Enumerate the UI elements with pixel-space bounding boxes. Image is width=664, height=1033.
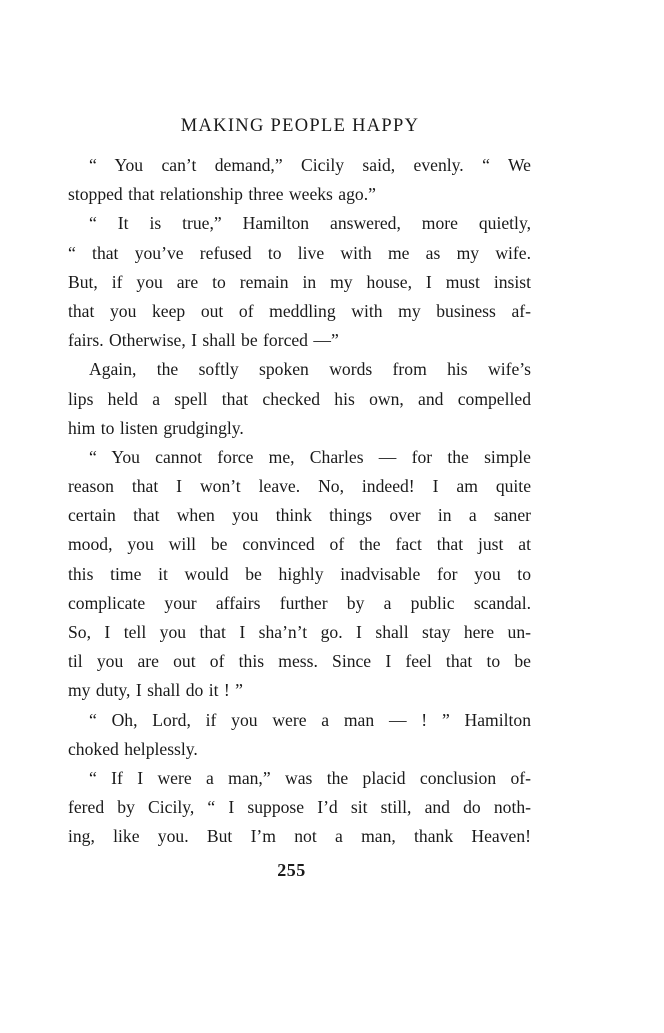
text-line: “ that you’ve refused to live with me as my wife.	[68, 242, 531, 263]
text-line: ing, like you. But I’m not a man, thank Heaven!	[68, 826, 531, 847]
text-line: stopped that relationship three weeks ago.”	[68, 184, 376, 205]
running-title: MAKING PEOPLE HAPPY	[180, 116, 420, 136]
page-number: 255	[277, 860, 306, 880]
text-line: “ You can’t demand,” Cicily said, evenly. “ We	[89, 155, 531, 175]
text-line: him to listen grudgingly.	[68, 417, 244, 438]
text-line: mood, you will be convinced of the fact that just at	[68, 534, 531, 555]
text-line: til you are out of this mess. Since I feel that to be	[68, 651, 531, 672]
text-line: certain that when you think things over in a saner	[68, 505, 531, 526]
text-line: Again, the softly spoken words from his wife’s	[89, 359, 531, 380]
text-line: “ It is true,” Hamilton answered, more quietly,	[89, 213, 531, 234]
text-line: fairs. Otherwise, I shall be forced —”	[68, 330, 339, 351]
text-line: my duty, I shall do it ! ”	[68, 680, 243, 701]
text-line: But, if you are to remain in my house, I must insist	[68, 271, 531, 292]
text-line: this time it would be highly inadvisable for you to	[68, 563, 531, 584]
text-line: “ If I were a man,” was the placid conclusion of-	[89, 767, 531, 788]
text-line: fered by Cicily, “ I suppose I’d sit still, and do noth-	[68, 797, 531, 818]
text-line: “ You cannot force me, Charles — for the simple	[89, 446, 531, 467]
text-line: choked helplessly.	[68, 738, 198, 759]
text-line: that you keep out of meddling with my business af-	[68, 300, 531, 321]
text-line: complicate your affairs further by a public scandal.	[68, 592, 531, 613]
text-line: lips held a spell that checked his own, and compelled	[68, 388, 531, 409]
text-line: reason that I won’t leave. No, indeed! I am quite	[68, 476, 531, 497]
text-line: So, I tell you that I sha’n’t go. I shall stay here un-	[68, 622, 531, 642]
text-line: “ Oh, Lord, if you were a man — ! ” Hamilton	[89, 709, 531, 730]
body-text	[68, 151, 531, 852]
